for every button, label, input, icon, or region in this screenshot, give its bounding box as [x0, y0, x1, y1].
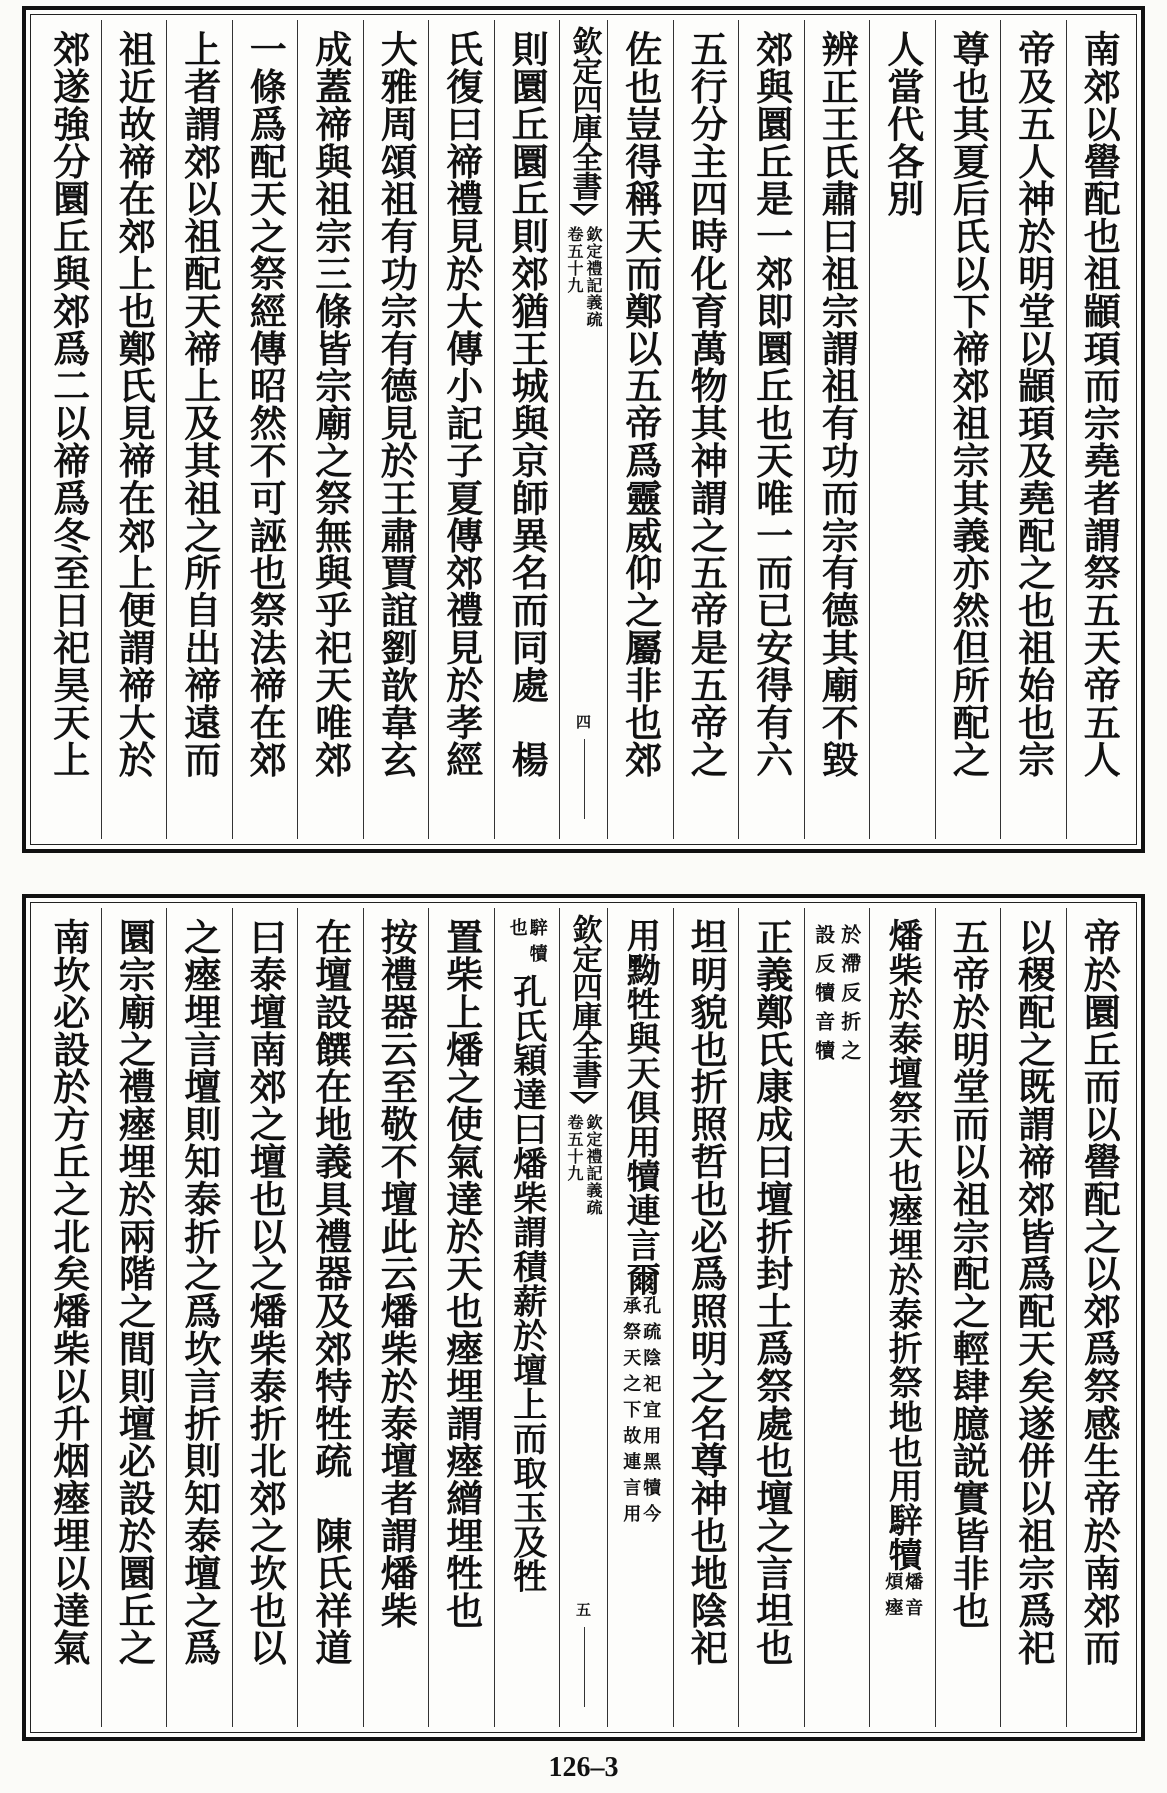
column-text: 氏復曰禘禮見於大傳小記子夏傳郊禮見於孝經: [439, 30, 484, 778]
column: [935, 20, 1001, 839]
text-columns-lower: [36, 908, 1131, 1727]
page-lower: [22, 894, 1145, 1741]
column-with-note: [494, 908, 560, 1727]
column-segment: [882, 908, 924, 1624]
column-text: 則圜丘圜丘則郊猶王城與京師異名而同處 楊: [505, 30, 550, 778]
column: [166, 908, 232, 1727]
column: [738, 908, 804, 1727]
column: [935, 908, 1001, 1727]
column-text: 燔柴於泰壇祭天也瘞埋於泰折祭地也用騂犢: [882, 918, 923, 1572]
note-text: 燔音: [902, 1571, 924, 1624]
note-text: 煩瘞: [882, 1571, 904, 1624]
margin-subtitle-book: 欽定禮記義疏: [584, 1114, 603, 1216]
column: [869, 20, 935, 839]
inline-note: [508, 908, 546, 970]
column: [232, 908, 298, 1727]
note-text: 也: [506, 918, 528, 944]
column-text: 祖近故禘在郊上也鄭氏見禘在郊上便謂禘大於: [112, 30, 157, 778]
column-text: 之瘞埋言壇則知泰折之爲坎言折則知泰壇之爲: [177, 918, 222, 1666]
column: [101, 908, 167, 1727]
margin-subtitle-juan: 卷五十九: [565, 226, 584, 294]
column-text: 置柴上燔之使氣達於天也瘞埋謂瘞繒埋牲也: [439, 918, 484, 1629]
column: [673, 908, 739, 1727]
column: [101, 20, 167, 839]
margin-subtitle-juan: 卷五十九: [565, 1114, 584, 1182]
column-text: 南郊以嚳配也祖顓頊而宗堯者謂祭五天帝五人: [1077, 30, 1122, 778]
note-column: [804, 908, 870, 1727]
column: [1000, 20, 1066, 839]
column-text: 人當代各別: [880, 30, 925, 217]
column-text: 郊遂強分圜丘與郊爲二以禘爲冬至日祀昊天上: [46, 30, 91, 778]
column: [428, 20, 494, 839]
column-text: 佐也豈得稱天而鄭以五帝爲靈威仰之屬非也郊: [618, 30, 663, 778]
margin-divider: [584, 739, 585, 819]
column: [738, 20, 804, 839]
column-text: 孔氏穎達曰燔柴謂積薪於壇上而取玉及牲: [506, 974, 547, 1594]
column-text: 帝於圜丘而以嚳配之以郊爲祭感生帝於南郊而: [1077, 918, 1122, 1666]
column-text: 圜宗廟之禮瘞埋於兩階之間則壇必設於圜丘之: [112, 918, 157, 1666]
column: [297, 20, 363, 839]
column-text: 五帝於明堂而以祖宗配之輕肆臆説實皆非也: [946, 918, 991, 1629]
column: [428, 908, 494, 1727]
column-text: 郊與圜丘是一郊即圜丘也天唯一而已安得有六: [749, 30, 794, 778]
column-text: 用黝牲與天俱用犢連言爾: [620, 918, 661, 1297]
column-text: 在壇設饌在地義具禮器及郊特牲疏 陳氏祥道: [308, 918, 353, 1666]
column-text: 辨正王氏肅曰祖宗謂祖有功而宗有德其廟不毀: [815, 30, 860, 778]
column-with-note: [869, 908, 935, 1727]
column-text: 南坎必設於方丘之北矣燔柴以升烟瘞埋以達氣: [46, 918, 91, 1666]
column: [1000, 908, 1066, 1727]
inline-note: [620, 1296, 662, 1531]
column: [607, 20, 673, 839]
margin-subtitle-book: 欽定禮記義疏: [584, 226, 603, 328]
column-text: 上者謂郊以祖配天禘上及其祖之所自出禘遠而: [177, 30, 222, 778]
page-margin-center: [559, 20, 607, 839]
column-text: 正義鄭氏康成曰壇折封土爲祭處也壇之言坦也: [749, 918, 794, 1666]
margin-title: 欽定四庫全書: [566, 914, 602, 1088]
column: [1066, 20, 1132, 839]
column-text: 尊也其夏后氏以下禘郊祖宗其義亦然但所配之: [946, 30, 991, 778]
page-footer-number: 126–3: [548, 1752, 619, 1783]
column-text: 帝及五人神於明堂以顓頊及堯配之也祖始也宗: [1011, 30, 1056, 778]
note-text: 騂犢: [526, 918, 548, 970]
column-text: 坦明貌也折照哲也必爲照明之名尊神也地陰祀: [684, 918, 729, 1666]
margin-subtitle: [566, 226, 601, 328]
column-text: 大雅周頌祖有功宗有德見於王肅賈誼劉歆韋玄: [374, 30, 419, 778]
margin-divider: [584, 1627, 585, 1707]
column: [36, 20, 101, 839]
column: [232, 20, 298, 839]
column-text: 一條爲配天之祭經傳昭然不可誣也祭法禘在郊: [243, 30, 288, 778]
text-columns-upper: [36, 20, 1131, 839]
column-text: 成蓋禘與祖宗三條皆宗廟之祭無與乎祀天唯郊: [308, 30, 353, 778]
column: [363, 20, 429, 839]
column: [36, 908, 101, 1727]
inline-note: [882, 1571, 924, 1624]
column: [673, 20, 739, 839]
note-text: 孔疏陰祀宜用黑犢今: [640, 1296, 662, 1531]
fish-tail-icon: [569, 1092, 599, 1110]
column: [494, 20, 560, 839]
note-text: 承祭天之下故連言用: [620, 1296, 642, 1531]
column-text: 五行分主四時化育萬物其神謂之五帝是五帝之: [684, 30, 729, 778]
margin-subtitle: [566, 1114, 601, 1216]
fish-tail-icon: [569, 204, 599, 222]
column-text: 按禮器云至敬不壇此云燔柴於泰壇者謂燔柴: [374, 918, 419, 1629]
column: [363, 908, 429, 1727]
column: [297, 908, 363, 1727]
column: [1066, 908, 1132, 1727]
margin-page-number: 五: [574, 1602, 592, 1617]
page-upper: [22, 6, 1145, 853]
column: [804, 20, 870, 839]
margin-page-number: 四: [574, 714, 592, 729]
column-with-note: [607, 908, 673, 1727]
note-text: 設反犢音犢: [811, 924, 836, 1069]
page-margin-center: [559, 908, 607, 1727]
column: [166, 20, 232, 839]
margin-title: 欽定四庫全書: [566, 26, 602, 200]
column-text: 以稷配之既謂禘郊皆爲配天矣遂併以祖宗爲祀: [1011, 918, 1056, 1666]
column-text: 曰泰壇南郊之壇也以之燔柴泰折北郊之坎也以: [243, 918, 288, 1666]
note-text: 於滯反折之: [837, 924, 862, 1069]
